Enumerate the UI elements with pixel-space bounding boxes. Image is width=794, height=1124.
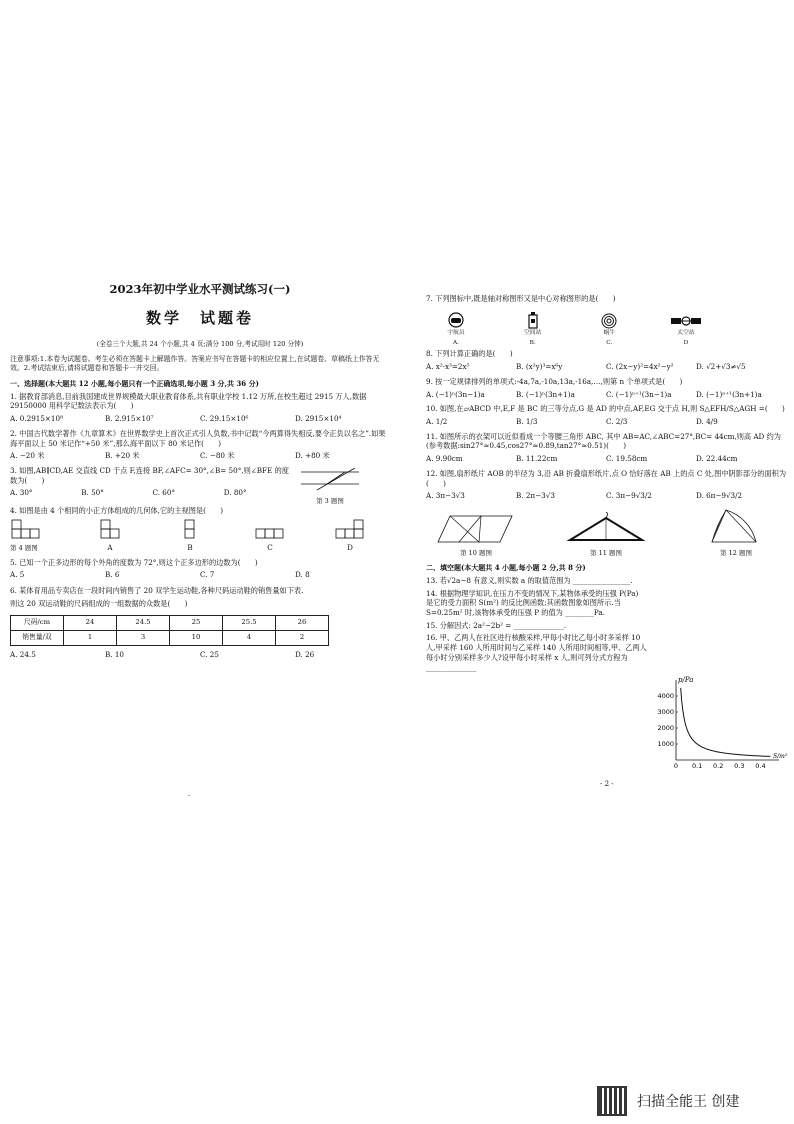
astronaut-icon-box: 宇航员 bbox=[426, 312, 486, 338]
question-2: 2. 中国古代数学著作《九章算术》在世界数学史上首次正式引人负数,书中记载“今两算得失相反,要令正负以名之”.如果海平面以上 50 米记作“+50 米”,那么海平面以下 80 米记作( ) bbox=[10, 428, 386, 448]
option-b: B bbox=[150, 518, 230, 552]
question-5-options bbox=[10, 570, 390, 580]
question-6-continued: 则这 20 双运动鞋的尺码组成的一组数据的众数是( ) bbox=[10, 598, 188, 608]
option-a: A. 24.5 bbox=[10, 649, 36, 659]
option-b: B. (x²y)³=x⁶y bbox=[516, 362, 563, 372]
option-b: B. 6 bbox=[105, 570, 120, 580]
table-cell: 10 bbox=[170, 630, 223, 645]
series-line bbox=[681, 688, 771, 756]
exam-notice: 注意事项:1.本卷为试题卷。考生必须在答题卡上解题作答。答案应书写在答题卡的相应位置上,在试题卷、草稿纸上作答无效。2.考试结束后,请将试题卷和答题卡一并交回。 bbox=[10, 354, 380, 372]
section2-heading: 二、填空题(本大题共 4 小题,每小题 2 分,共 8 分) bbox=[426, 563, 586, 573]
question-4-figures bbox=[10, 518, 390, 552]
table-cell: 24.5 bbox=[117, 615, 170, 630]
option-a: A. 1/2 bbox=[426, 416, 448, 426]
option-c: C. (2x−y)²=4x²−y² bbox=[606, 362, 674, 372]
x-axis-label: S/m² bbox=[773, 753, 788, 760]
exam-title: 2023年初中学业水平测试练习(一) bbox=[109, 282, 291, 296]
satellite-icon-box: 太空站 bbox=[656, 312, 716, 338]
figure-11 bbox=[556, 512, 656, 557]
question-10: 10. 如图,在▱ABCD 中,E,F 是 BC 的三等分点,G 是 AD 的中点,AF,EG 交于点 H,则 S△EFH/S△AGH =( ) bbox=[426, 404, 785, 414]
table-cell: 2 bbox=[276, 630, 329, 645]
option-c: C bbox=[230, 518, 310, 552]
question-8: 8. 下列计算正确的是( ) bbox=[426, 349, 513, 359]
satellite-icon bbox=[669, 312, 703, 330]
option-c: C. 25 bbox=[200, 649, 219, 659]
exam-subject: 数学 试题卷 bbox=[145, 308, 254, 327]
question-6-options bbox=[10, 650, 390, 660]
x-tick-label: 0.2 bbox=[713, 762, 724, 770]
option-d: D. 26 bbox=[295, 649, 315, 659]
question-12-options bbox=[426, 491, 786, 501]
option-d: D. (−1)ⁿ⁺¹(3n+1)a bbox=[696, 389, 762, 399]
figure-12-caption: 第 12 题图 bbox=[720, 548, 752, 557]
option-d: D. 6π−9√3/2 bbox=[696, 491, 743, 501]
option-c: C. 60° bbox=[152, 488, 176, 498]
figures-row bbox=[426, 506, 786, 557]
option-b: B. bbox=[529, 339, 536, 346]
option-a: A. 30° bbox=[10, 488, 33, 498]
spiral-icon bbox=[598, 312, 620, 330]
space-station-icon bbox=[522, 312, 544, 330]
question-7: 7. 下列图标中,既是轴对称图形又是中心对称图形的是( ) bbox=[426, 294, 616, 303]
chart-svg bbox=[652, 674, 792, 784]
x-tick-label: 0.1 bbox=[691, 762, 703, 770]
question-11-options bbox=[426, 454, 786, 464]
option-a: A. 9.90cm bbox=[426, 454, 463, 464]
left-column bbox=[10, 282, 390, 664]
option-b: B. 2π−3√3 bbox=[516, 491, 555, 501]
question-2-options bbox=[10, 451, 390, 461]
figure-4-caption: 第 4 题图 bbox=[10, 543, 38, 552]
x-tick-label: 0.4 bbox=[755, 762, 766, 770]
table-cell: 24 bbox=[64, 615, 117, 630]
option-c: C. bbox=[606, 339, 613, 346]
option-d: D. √2+√3≠√5 bbox=[696, 362, 746, 372]
table-cell: 4 bbox=[223, 630, 276, 645]
option-d: D bbox=[683, 339, 689, 346]
option-c: C. 19.58cm bbox=[606, 454, 648, 464]
option-d: D. 2915×10⁴ bbox=[295, 414, 342, 424]
figure-3 bbox=[295, 466, 365, 505]
x-tick-label: 0 bbox=[673, 762, 679, 770]
option-a: A. −20 米 bbox=[10, 451, 45, 461]
table-header-cell: 销售量/双 bbox=[11, 630, 64, 645]
question-5: 5. 已知一个正多边形的每个外角的度数为 72°,则这个正多边形的边数为( ) bbox=[10, 557, 258, 567]
table-row bbox=[11, 630, 329, 645]
option-c: C. 29.15×10⁶ bbox=[200, 414, 249, 424]
table-cell: 1 bbox=[64, 630, 117, 645]
space-station-icon-box: 空间站 bbox=[503, 312, 563, 338]
option-c: C. 2/3 bbox=[606, 416, 628, 426]
parallelogram-figure bbox=[436, 512, 516, 546]
option-c: C. (−1)ⁿ⁺¹(3n−1)a bbox=[606, 389, 672, 399]
question-8-options bbox=[426, 362, 786, 372]
snail-icon-box: 蜗牛 bbox=[579, 312, 639, 338]
option-d: D. 4/9 bbox=[696, 416, 718, 426]
figure-4 bbox=[10, 519, 70, 552]
y-tick-label: 4000 bbox=[657, 692, 674, 700]
option-d: D bbox=[310, 518, 390, 552]
option-b: B. 50° bbox=[81, 488, 104, 498]
option-c: C. 3π−9√3/2 bbox=[606, 491, 652, 501]
option-a: A. x²·x³=2x⁵ bbox=[426, 362, 470, 372]
exam-info: (全卷三个大题,共 24 个小题,共 4 页;满分 100 分,考试用时 120 分钟) bbox=[96, 339, 304, 348]
option-b: B. +20 米 bbox=[105, 451, 140, 461]
question-7-icons bbox=[426, 312, 716, 338]
option-b: B. 11.22cm bbox=[516, 454, 558, 464]
shoe-size-table bbox=[10, 615, 329, 646]
question-4: 4. 如图是由 4 个相同的小正方体组成的几何体,它的主视图是( ) bbox=[10, 505, 224, 515]
hanger-figure bbox=[566, 512, 646, 546]
qr-code-icon bbox=[597, 1086, 627, 1116]
option-d: D. 80° bbox=[223, 488, 247, 498]
option-a: A. 3π−3√3 bbox=[426, 491, 465, 501]
question-12: 12. 如图,扇形纸片 AOB 的半径为 3,沿 AB 折叠扇形纸片,点 O 恰好落在 AB 上的点 C 处,图中阴影部分的面积为( ) bbox=[426, 468, 787, 488]
option-c: C. −80 米 bbox=[200, 451, 235, 461]
table-cell: 3 bbox=[117, 630, 170, 645]
question-11: 11. 如图所示的衣架可以近似看成一个等腰三角形 ABC, 其中 AB=AC,∠ABC=27°,BC= 44cm,则高 AD 约为(参考数据:sin27°≈0.45,cos27°≈0.89,tan27°≈0.51)( ) bbox=[426, 431, 781, 451]
y-tick-label: 3000 bbox=[657, 708, 674, 716]
table-cell: 25.5 bbox=[223, 615, 276, 630]
option-d: D. 8 bbox=[295, 570, 310, 580]
astronaut-icon bbox=[445, 312, 467, 330]
page-number: - 2 - bbox=[600, 780, 614, 788]
table-cell: 25 bbox=[170, 615, 223, 630]
option-b: B. (−1)ⁿ(3n+1)a bbox=[516, 389, 575, 399]
y-tick-label: 1000 bbox=[657, 740, 674, 748]
question-14: 14. 根据物理学知识,在压力不变的情况下,某物体承受的压强 P(Pa) 是它的受力面积 S(m²) 的反比例函数;其函数图象如图所示.当 S=0.25m² 时,该物体承受的压强 P 的值为 ________Pa. bbox=[426, 588, 639, 618]
watermark-text: 扫描全能王 创建 bbox=[637, 1094, 740, 1110]
question-3-options bbox=[10, 488, 295, 498]
question-9-options bbox=[426, 390, 786, 400]
table-header-cell: 尺码/cm bbox=[11, 615, 64, 630]
option-a: A. bbox=[452, 339, 460, 346]
option-a: A bbox=[70, 518, 150, 552]
figure-12 bbox=[686, 506, 786, 557]
table-row bbox=[11, 615, 329, 630]
option-d: D. +80 米 bbox=[295, 451, 330, 461]
figure-11-caption: 第 11 题图 bbox=[590, 548, 622, 557]
x-tick-label: 0.3 bbox=[734, 762, 745, 770]
question-6: 6. 某体育用品专卖店在一段时间内销售了 20 双学生运动鞋,各种尺码运动鞋的销售量如下表. bbox=[10, 586, 304, 596]
option-a: A. 0.2915×10⁸ bbox=[10, 414, 63, 424]
option-a: A. 5 bbox=[10, 570, 25, 580]
question-13: 13. 若√2a−8 有意义,则实数 a 的取值范围为 ________________. bbox=[426, 575, 633, 585]
question-3-block bbox=[10, 466, 390, 505]
question-16: 16. 甲、乙两人在社区进行核酸采样,甲每小时比乙每小时多采样 10 人,甲采样 160 人所用时间与乙采样 140 人所用时间相等,甲、乙两人每小时分别采样多少人?设甲每小时采样 x 人,则可列分式方程为 ______________ bbox=[426, 633, 647, 672]
scanner-watermark bbox=[597, 1086, 739, 1116]
question-3: 3. 如图,AB∥CD,AE 交直线 CD 于点 F,连接 BF,∠AFC= 30°,∠B= 50°,则∠BFE 的度数为( ) bbox=[10, 466, 289, 485]
option-b: B. 10 bbox=[105, 649, 124, 659]
pressure-area-chart bbox=[652, 674, 792, 784]
option-c: C. 7 bbox=[200, 570, 215, 580]
question-1: 1. 据教育部消息,目前我国建成世界规模最大职业教育体系,共有职业学校 1.12 万所,在校生超过 2915 万人,数据 29150000 用科学记数法表示为( ) bbox=[10, 391, 367, 411]
question-15: 15. 分解因式: 2a²−2b² = ______________. bbox=[426, 620, 567, 630]
option-b: B. 2.915×10⁷ bbox=[105, 414, 154, 424]
question-10-options bbox=[426, 417, 786, 427]
parallel-lines-figure bbox=[297, 466, 363, 494]
sector-figure bbox=[706, 506, 766, 546]
page-dot: · bbox=[188, 792, 191, 800]
y-tick-label: 2000 bbox=[657, 724, 674, 732]
right-column bbox=[426, 294, 786, 675]
cube-solid-figure bbox=[10, 519, 60, 541]
option-d: D. 22.44cm bbox=[696, 454, 738, 464]
figure-3-caption: 第 3 题图 bbox=[316, 496, 344, 505]
table-cell: 26 bbox=[276, 615, 329, 630]
question-1-options bbox=[10, 414, 390, 424]
option-b: B. 1/3 bbox=[516, 416, 538, 426]
y-axis-label: p/Pa bbox=[678, 676, 694, 684]
option-a: A. (−1)ⁿ(3n−1)a bbox=[426, 389, 485, 399]
section1-heading: 一、选择题(本大题共 12 小题,每小题只有一个正确选项,每小题 3 分,共 36 分) bbox=[10, 379, 259, 389]
question-7-options bbox=[426, 340, 716, 348]
figure-10-caption: 第 10 题图 bbox=[460, 548, 492, 557]
question-9: 9. 按一定规律排列的单项式:-4a,7a,-10a,13a,-16a,…,则第 n 个单项式是( ) bbox=[426, 376, 683, 386]
figure-10 bbox=[426, 512, 526, 557]
